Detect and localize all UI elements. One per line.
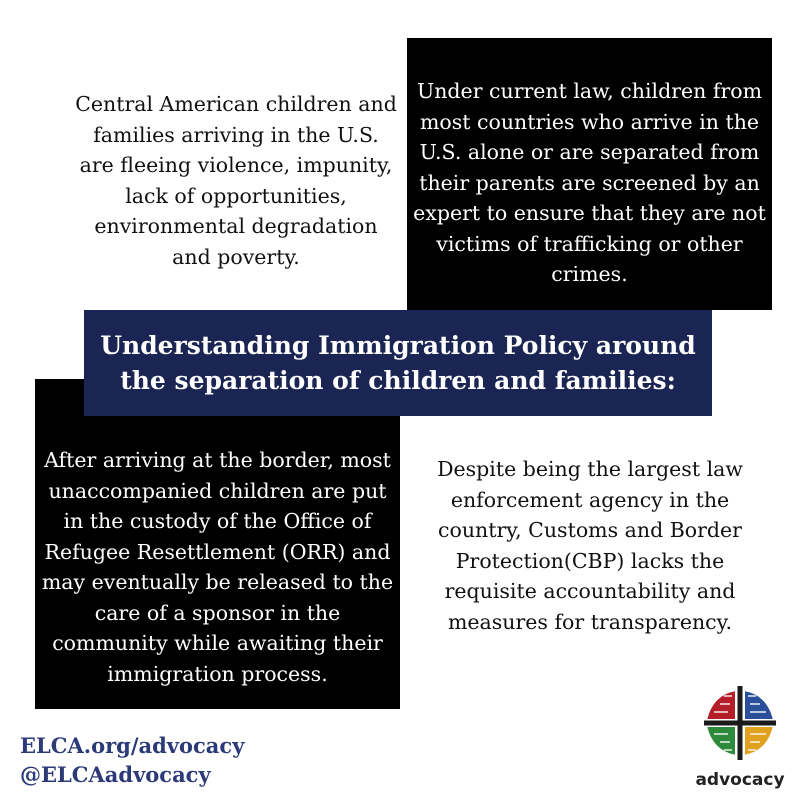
- quadrant-top-right-box: [407, 38, 772, 310]
- website-link[interactable]: ELCA.org/advocacy: [20, 733, 245, 758]
- footer-links: [20, 731, 244, 789]
- page-title: Understanding Immigration Policy around the separation of children and families:: [100, 331, 696, 395]
- logo-wordmark: advocacy: [695, 770, 785, 790]
- quadrant-bottom-right-text: Despite being the largest law enforcement agency in the country, Customs and Border Protection(CBP) lacks the requisite accountability and measures for transparency.: [437, 457, 743, 634]
- quadrant-bottom-left-box: [35, 379, 400, 709]
- elca-advocacy-logo: [690, 682, 790, 792]
- elca-cross-icon: [700, 682, 780, 764]
- quadrant-top-left-text: Central American children and families arriving in the U.S. are fleeing violence, impunity, lack of opportunities, environmental degradation and poverty.: [75, 92, 397, 269]
- social-handle[interactable]: @ELCAadvocacy: [20, 762, 211, 787]
- quadrant-top-right-text: Under current law, children from most countries who arrive in the U.S. alone or are separated from their parents are screened by an expert to ensure that they are not victims of trafficking or other crimes.: [413, 79, 766, 286]
- title-banner: [84, 310, 712, 416]
- quadrant-bottom-left-text: After arriving at the border, most unaccompanied children are put in the custody of the Office of Refugee Resettlement (ORR) and may eventually be released to the care of a sponsor in the community while awaiting their immigration process.: [41, 448, 394, 686]
